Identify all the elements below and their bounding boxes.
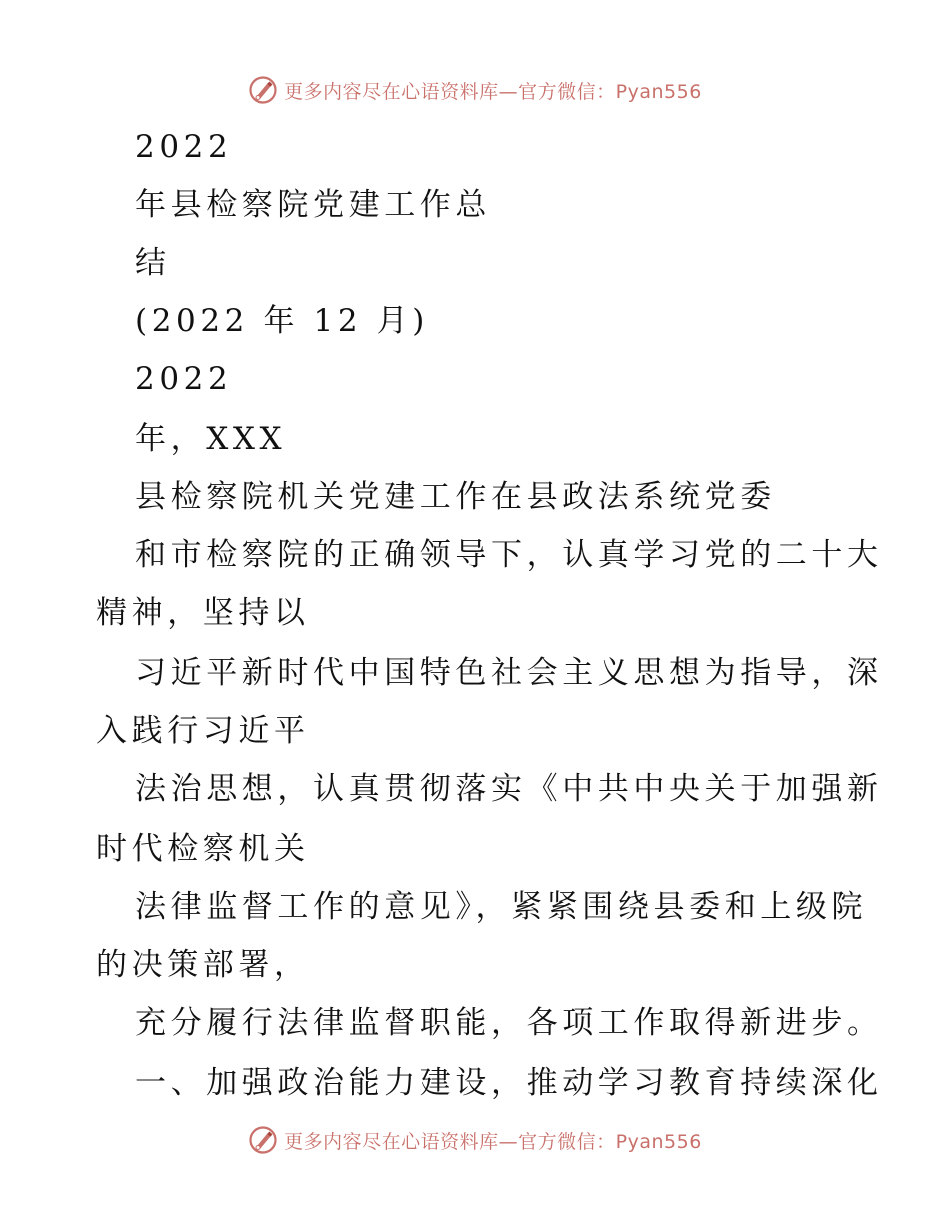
- watermark-banner-top: [0, 70, 950, 110]
- paragraph-line: 和市检察院的正确领导下，认真学习党的二十大: [135, 537, 883, 573]
- paragraph-line: 法治思想，认真贯彻落实《中共中央关于加强新: [135, 771, 883, 807]
- paragraph-line: 时代检察机关: [96, 831, 310, 867]
- paragraph-line: 2022: [135, 361, 233, 397]
- pen-seal-logo-icon: [248, 1125, 278, 1155]
- paragraph-line: 县检察院机关党建工作在县政法系统党委: [135, 479, 776, 515]
- paragraph-line: 法律监督工作的意见》，紧紧围绕县委和上级院: [135, 889, 868, 925]
- paragraph-line: 年，XXX: [135, 421, 287, 457]
- paragraph-line: 精神，坚持以: [96, 595, 310, 631]
- watermark-text: 更多内容尽在心语资料库—官方微信：Pyan556: [284, 1130, 702, 1153]
- paragraph-line: 的决策部署，: [96, 947, 310, 983]
- watermark-text: 更多内容尽在心语资料库—官方微信：Pyan556: [284, 80, 702, 103]
- pen-seal-logo-icon: [248, 75, 278, 105]
- date-line: (2022 年 12 月): [135, 303, 429, 339]
- paragraph-line: 习近平新时代中国特色社会主义思想为指导，深: [135, 655, 883, 691]
- title-line-2: 结: [135, 245, 171, 281]
- paragraph-line: 充分履行法律监督职能，各项工作取得新进步。: [135, 1005, 883, 1041]
- title-year: 2022: [135, 129, 233, 165]
- title-line-1: 年县检察院党建工作总: [135, 187, 491, 223]
- watermark-banner-bottom: [0, 1120, 950, 1160]
- section-heading: 一、加强政治能力建设，推动学习教育持续深化: [135, 1065, 883, 1101]
- paragraph-line: 入践行习近平: [96, 713, 310, 749]
